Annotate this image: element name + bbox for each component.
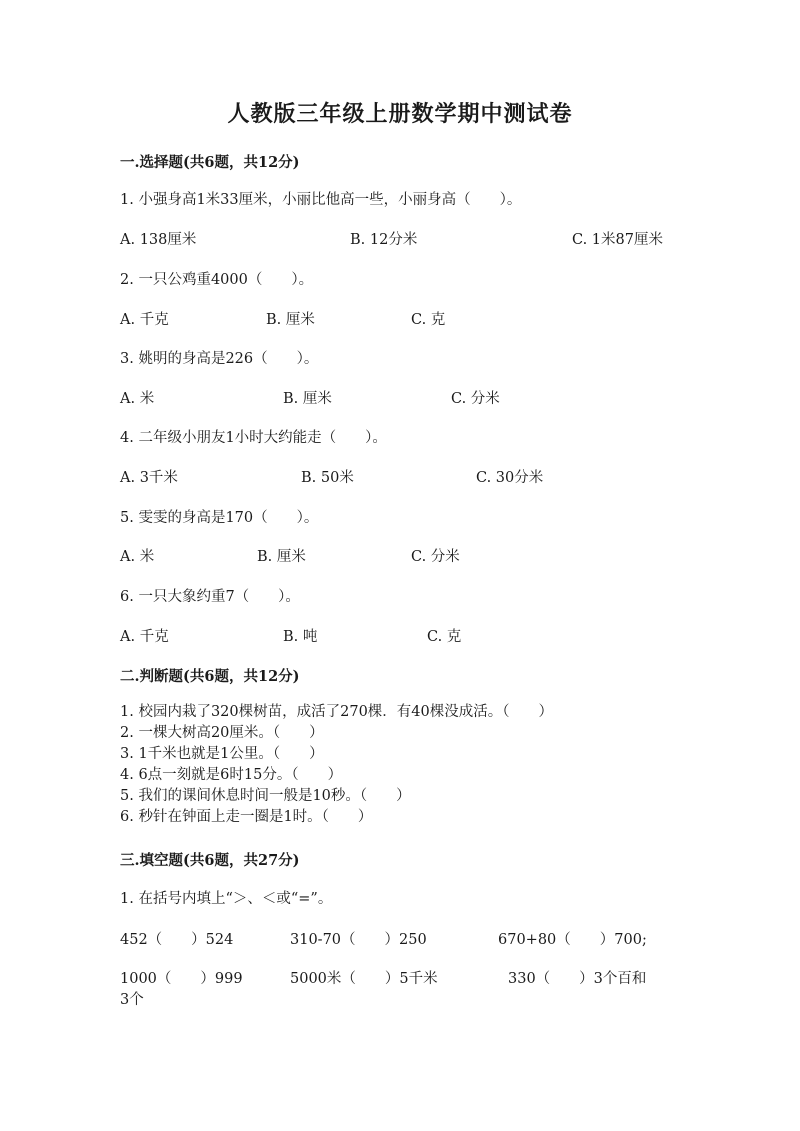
question-stem: 2. 一只公鸡重4000（ ）。: [120, 272, 314, 288]
section-heading-judge: 二.判断题(共6题，共12分): [120, 668, 300, 685]
option-b: B. 50米: [301, 470, 354, 486]
option-c: C. 克: [411, 312, 446, 328]
question-stem: 3. 姚明的身高是226（ ）。: [120, 351, 319, 367]
compare-item-wrap: 3个: [120, 992, 144, 1008]
section-heading-fill: 三.填空题(共6题，共27分): [120, 852, 300, 869]
judge-item: 2. 一棵大树高20厘米。（ ）: [120, 725, 324, 741]
judge-item: 4. 6点一刻就是6时15分。（ ）: [120, 767, 343, 783]
compare-item: 5000米（ ）5千米: [290, 971, 438, 987]
option-c: C. 克: [427, 629, 462, 645]
compare-item: 330（ ）3个百和: [508, 971, 647, 987]
option-a: A. 米: [120, 549, 155, 565]
question-stem: 6. 一只大象约重7（ ）。: [120, 589, 300, 605]
page-title: 人教版三年级上册数学期中测试卷: [227, 101, 573, 127]
question-stem: 1. 在括号内填上“＞、＜或“=”。: [120, 891, 333, 907]
option-b: B. 吨: [283, 629, 318, 645]
option-c: C. 1米87厘米: [572, 232, 663, 248]
option-a: A. 3千米: [120, 470, 178, 486]
question-stem: 5. 雯雯的身高是170（ ）。: [120, 510, 319, 526]
option-c: C. 30分米: [476, 470, 544, 486]
compare-item: 670+80（ ）700;: [498, 932, 647, 948]
compare-item: 452（ ）524: [120, 932, 234, 948]
question-stem: 1. 小强身高1米33厘米，小丽比他高一些，小丽身高（ ）。: [120, 192, 522, 208]
judge-item: 6. 秒针在钟面上走一圈是1时。（ ）: [120, 809, 373, 825]
option-b: B. 12分米: [350, 232, 418, 248]
judge-item: 5. 我们的课间休息时间一般是10秒。（ ）: [120, 788, 411, 804]
compare-item: 1000（ ）999: [120, 971, 243, 987]
option-b: B. 厘米: [257, 549, 306, 565]
option-b: B. 厘米: [266, 312, 315, 328]
compare-item: 310-70（ ）250: [290, 932, 427, 948]
option-a: A. 138厘米: [120, 232, 197, 248]
judge-item: 3. 1千米也就是1公里。（ ）: [120, 746, 324, 762]
question-stem: 4. 二年级小朋友1小时大约能走（ ）。: [120, 430, 387, 446]
section-heading-choice: 一.选择题(共6题，共12分): [120, 154, 300, 171]
option-a: A. 千克: [120, 629, 169, 645]
option-c: C. 分米: [451, 391, 500, 407]
option-a: A. 千克: [120, 312, 169, 328]
option-b: B. 厘米: [283, 391, 332, 407]
option-c: C. 分米: [411, 549, 460, 565]
judge-item: 1. 校园内栽了320棵树苗，成活了270棵．有40棵没成活。（ ）: [120, 704, 553, 720]
option-a: A. 米: [120, 391, 155, 407]
